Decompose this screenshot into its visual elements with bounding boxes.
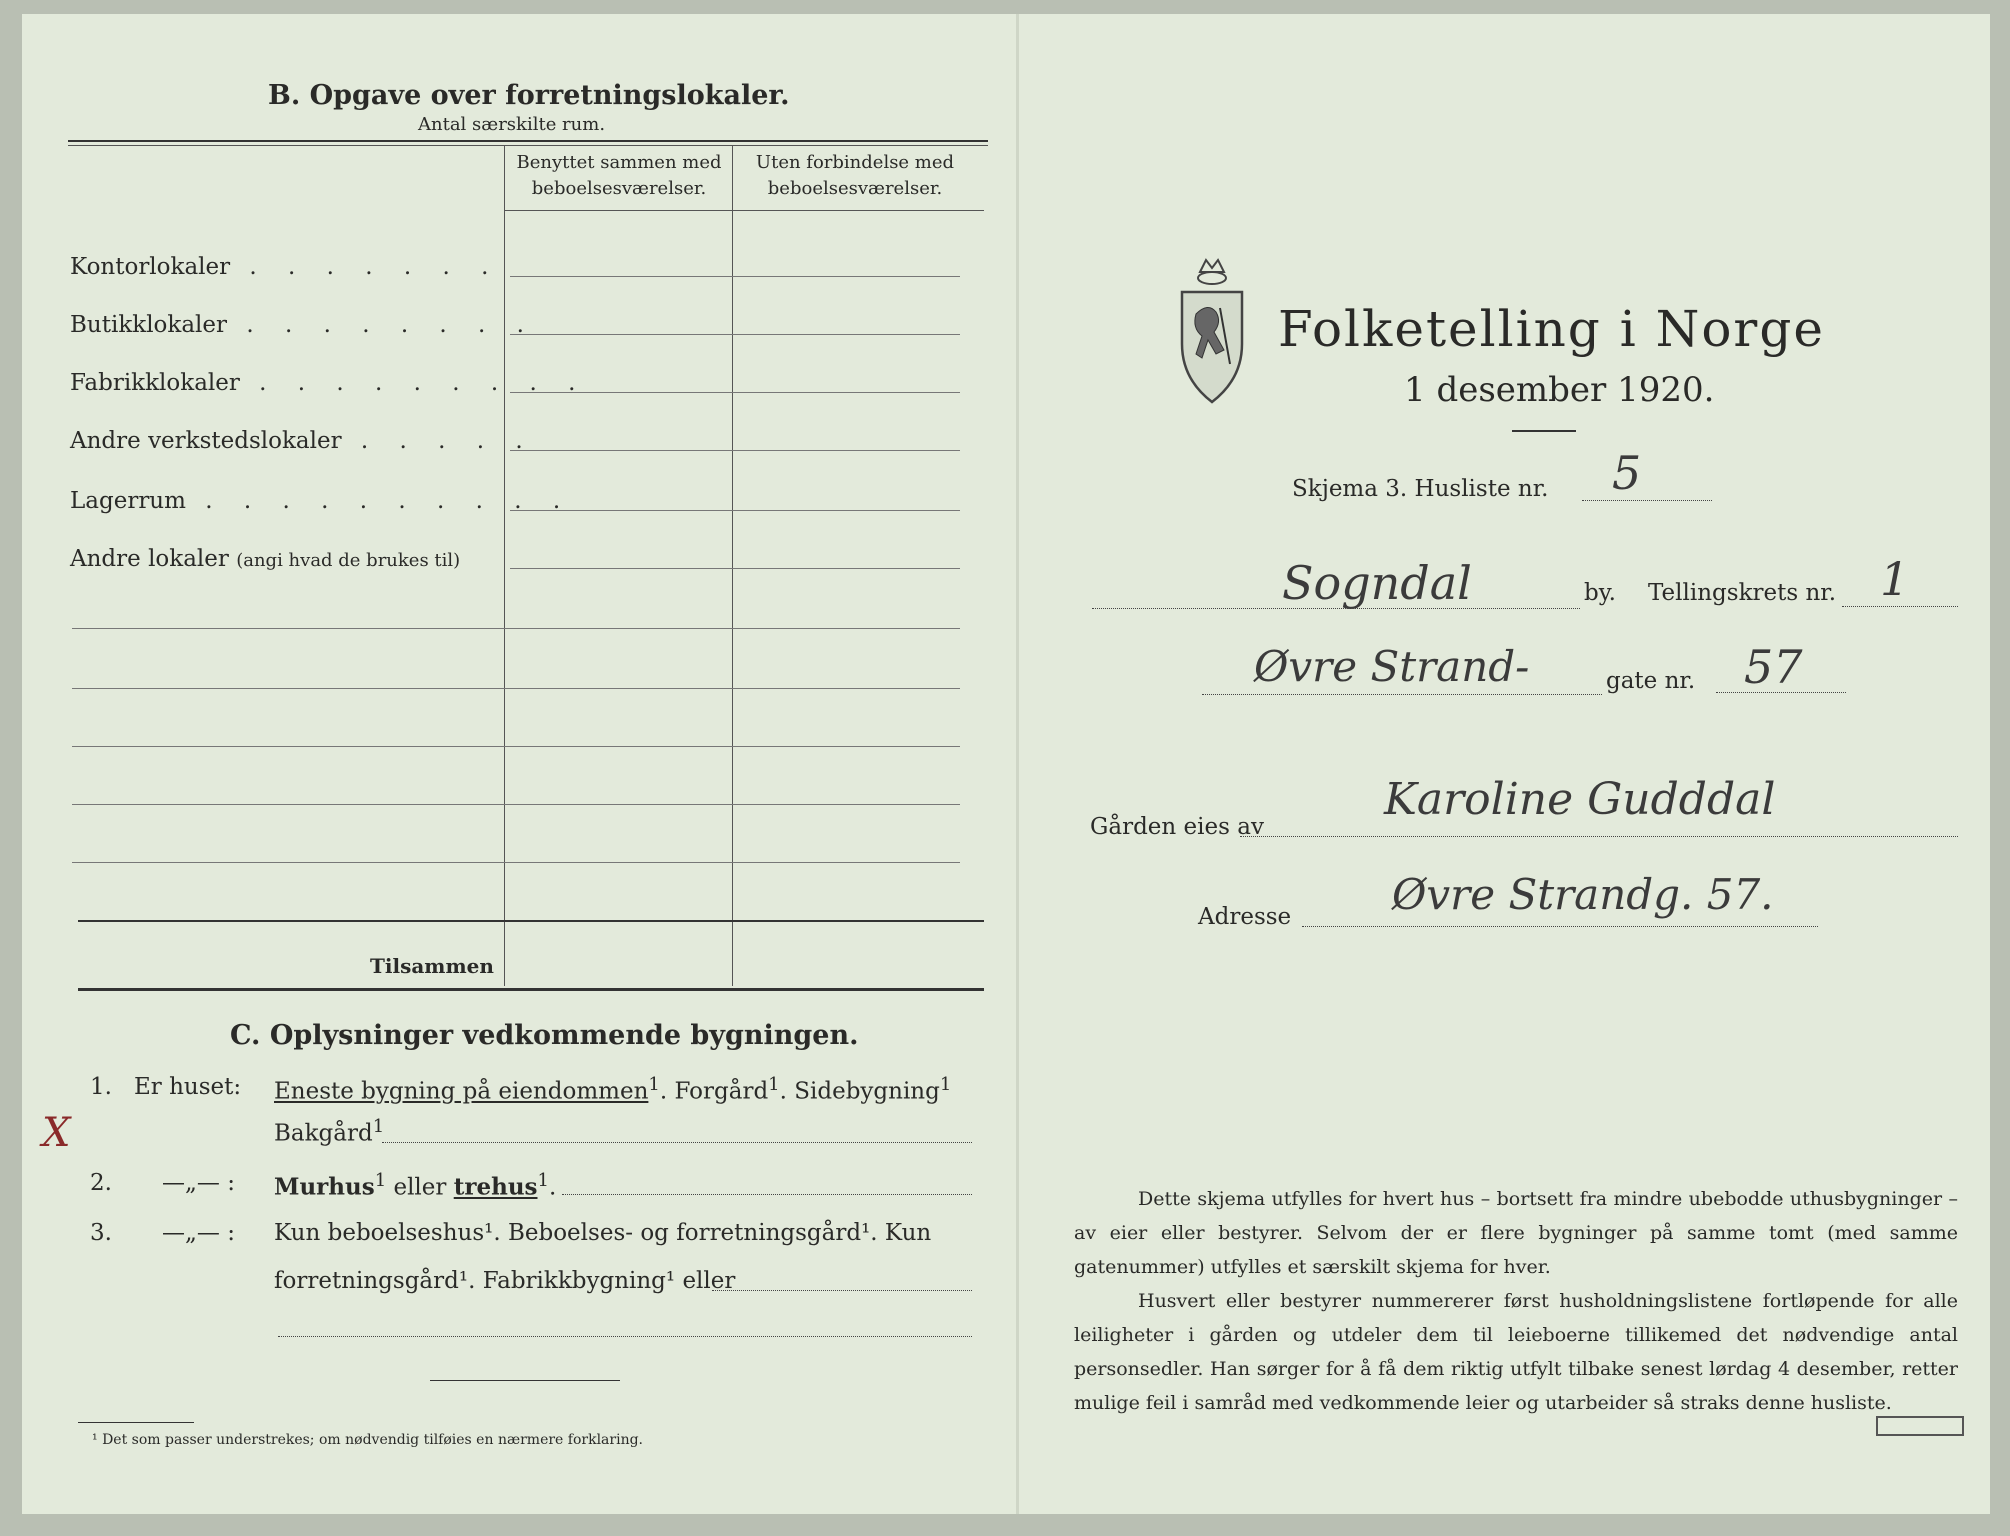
row-rule (510, 450, 960, 451)
q1-line2: Bakgård$^1$ (274, 1116, 385, 1147)
skjema-label: Skjema 3. Husliste nr. (1292, 476, 1549, 502)
census-form-page (22, 14, 1990, 1514)
address-fill-line (1302, 926, 1818, 927)
row-rule (510, 276, 960, 277)
city-fill-line (1092, 608, 1580, 609)
left-page (22, 14, 1012, 1514)
q3-fill-line (712, 1290, 972, 1291)
row-rule (510, 392, 960, 393)
row-rule (72, 862, 960, 863)
q2-number: 2. (90, 1170, 112, 1196)
gate-fill-line (1716, 692, 1846, 693)
owner-fill-line (1240, 836, 1958, 837)
total-top-rule (78, 920, 984, 922)
instructions-paragraph-2: Husvert eller bestyrer nummererer først husholdningslistene fortløpende for alle leiligheter i gården og utdeler dem til leieboerne tillikemed det nødvendige antal personsedler. Han sørger for å få dem riktig utfylt tilbake senest lørdag 4 desember, retter mulige feil i samråd med vedkommende leier og utarbeider så straks denne husliste. (1074, 1290, 1958, 1414)
q1-number: 1. (90, 1074, 112, 1100)
gate-label: gate nr. (1606, 668, 1696, 694)
right-page (1022, 14, 1990, 1514)
row-rule (510, 334, 960, 335)
footnote-rule (78, 1422, 194, 1423)
by-label: by. (1584, 580, 1616, 606)
col-divider-1 (504, 146, 505, 986)
q1-options: Eneste bygning på eiendommen$^1$. Forgård$^1$. Sidebygning$^1$ (274, 1074, 952, 1105)
q3-line1: Kun beboelseshus¹. Beboelses- og forretningsgård¹. Kun (274, 1220, 932, 1246)
row-rule (510, 568, 960, 569)
tellingskrets-fill-line (1842, 606, 1958, 607)
husliste-fill-line (1582, 500, 1712, 501)
header-underline (504, 210, 984, 211)
owner-label: Gården eies av (1090, 814, 1264, 840)
q1-lead: Er huset: (134, 1074, 242, 1100)
section-c-title: C. Oplysninger vedkommende bygningen. (230, 1020, 859, 1051)
tellingskrets-label: Tellingskrets nr. (1648, 580, 1837, 606)
row-rule (72, 746, 960, 747)
tellingskrets-number: 1 (1880, 552, 1910, 606)
owner-name: Karoline Gudddal (1384, 774, 1776, 825)
document-date: 1 desember 1920. (1404, 370, 1715, 410)
instructions-paragraph-1: Dette skjema utfylles for hvert hus – bortsett fra mindre ubebodde uthusbygninger – av eier eller bestyrer. Selvom der er flere bygninger på samme tomt (med samme gatenummer) utfylles et særskilt skjema for hver. (1074, 1188, 1958, 1278)
address-label: Adresse (1198, 904, 1292, 930)
row-label-kontorlokaler: Kontorlokaler . . . . . . . (70, 254, 501, 280)
street-name: Øvre Strand- (1254, 642, 1530, 691)
page-fold (1016, 14, 1019, 1514)
q2-lead: —„— : (162, 1170, 235, 1196)
gate-number: 57 (1744, 640, 1803, 694)
document-title: Folketelling i Norge (1278, 300, 1825, 358)
q1-fill-line (382, 1142, 972, 1143)
col1-header-line1: Benyttet sammen med (516, 152, 722, 173)
street-fill-line (1202, 694, 1602, 695)
total-bottom-rule (78, 988, 984, 991)
col2-header-line2: beboelsesværelser. (767, 178, 943, 199)
q3-lead: —„— : (162, 1220, 235, 1246)
col2-header-line1: Uten forbindelse med (755, 152, 955, 173)
row-label-fabrikklokaler: Fabrikklokaler . . . . . . . . . (70, 370, 588, 396)
q3-number: 3. (90, 1220, 112, 1246)
q3-fill-line-2 (278, 1336, 972, 1337)
row-label-andre-lokaler: Andre lokaler (angi hvad de brukes til) (70, 546, 461, 572)
table-top-rule-thin (68, 145, 988, 146)
margin-check-mark: X (42, 1110, 71, 1156)
owner-address: Øvre Strandg. 57. (1392, 870, 1774, 919)
row-rule (72, 628, 960, 629)
title-rule (1512, 430, 1576, 432)
row-label-andre-verkstedslokaler: Andre verkstedslokaler . . . . . (70, 428, 535, 454)
col1-header-line2: beboelsesværelser. (531, 178, 707, 199)
q3-line2: forretningsgård¹. Fabrikkbygning¹ eller (274, 1268, 736, 1294)
row-rule (72, 688, 960, 689)
col-divider-2 (732, 146, 733, 986)
total-label: Tilsammen (370, 954, 494, 978)
q2-options: Murhus$^1$ eller trehus$^1$. (274, 1170, 557, 1201)
husliste-number: 5 (1612, 446, 1642, 500)
table-top-rule (68, 140, 988, 142)
separator-rule (430, 1380, 620, 1381)
row-rule (72, 804, 960, 805)
row-rule (510, 510, 960, 511)
row-label-butikklokaler: Butikklokaler . . . . . . . . (70, 312, 536, 338)
city-name: Sogndal (1282, 556, 1472, 610)
q2-fill-line (562, 1194, 972, 1195)
row-label-lagerrum: Lagerrum . . . . . . . . . . (70, 488, 573, 514)
section-b-title: B. Opgave over forretningslokaler. (268, 80, 790, 111)
section-b-subtitle: Antal særskilte rum. (418, 114, 606, 135)
footnote: ¹ Det som passer understrekes; om nødvendig tilføies en nærmere forklaring. (92, 1432, 644, 1448)
norwegian-coat-of-arms-icon (1172, 254, 1252, 404)
printer-stamp (1876, 1416, 1964, 1436)
